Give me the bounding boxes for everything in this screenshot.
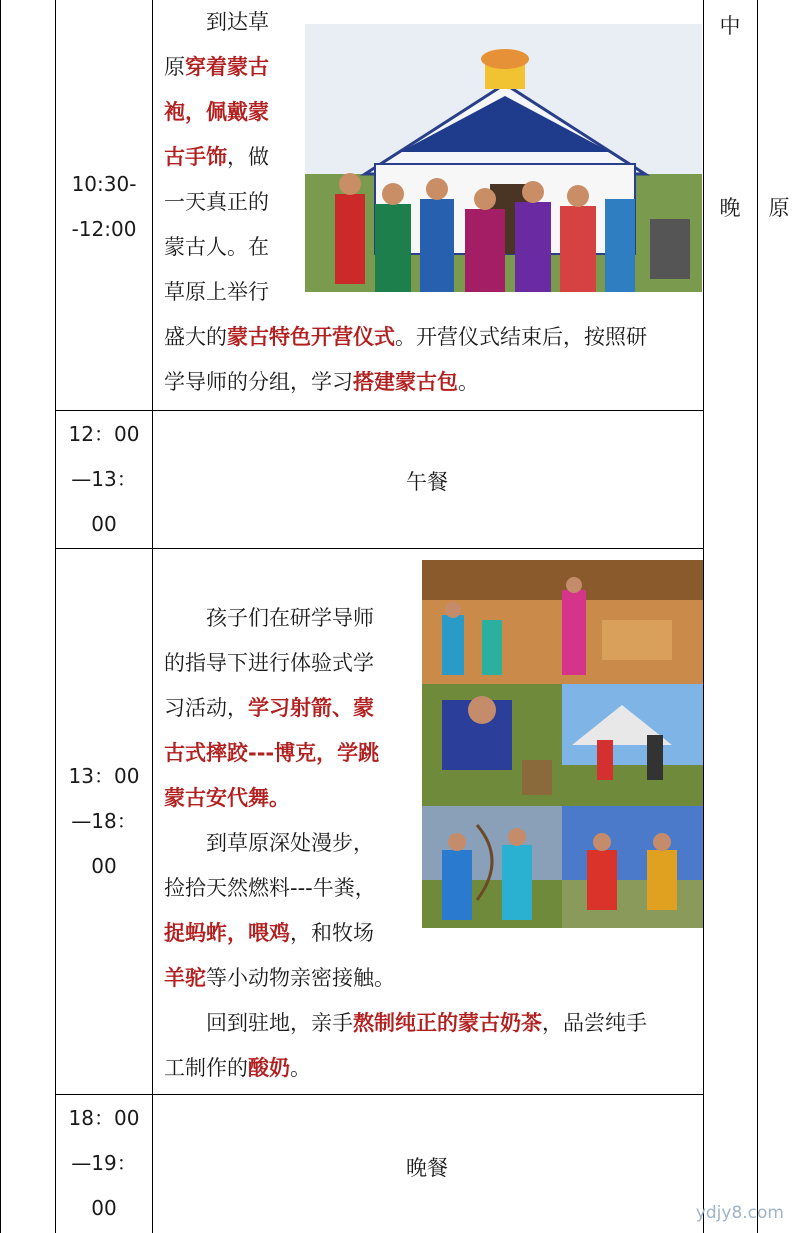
time-line: 13：00 xyxy=(68,764,140,788)
activity-photo-collage xyxy=(422,560,703,928)
text-line: 的指导下进行体验式学 xyxy=(164,651,374,675)
time-line: 18：00 xyxy=(68,1106,140,1130)
text-line: 古式摔跤---博克，学跳 xyxy=(164,741,380,765)
time-line: —13： xyxy=(71,467,137,491)
text-line: 原穿着蒙古 xyxy=(164,55,269,79)
text-line: 习活动，学习射箭、蒙 xyxy=(164,696,374,720)
text-line: 袍，佩戴蒙 xyxy=(164,100,269,124)
row-divider-3 xyxy=(55,1094,703,1095)
text-line: 盛大的蒙古特色开营仪式。开营仪式结束后，按照研 xyxy=(164,325,647,349)
time-line: —18： xyxy=(71,809,137,833)
time-cell-1030 xyxy=(56,162,152,252)
text-line: 草原上举行 xyxy=(164,280,269,304)
col-divider-2 xyxy=(152,0,153,1233)
time-cell-1800 xyxy=(56,1096,152,1231)
side-col1-top: 中 xyxy=(719,14,741,38)
time-line: 00 xyxy=(91,512,117,536)
text-line: 捉蚂蚱，喂鸡，和牧场 xyxy=(164,921,374,945)
row-divider-1 xyxy=(55,410,703,411)
time-cell-1300 xyxy=(56,754,152,889)
text-line: 到草原深处漫步， xyxy=(206,831,374,855)
text-line: 学导师的分组，学习搭建蒙古包。 xyxy=(164,370,479,394)
yurt-ceremony-photo xyxy=(305,24,702,292)
time-line: 00 xyxy=(91,854,117,878)
text-line: 蒙古人。在 xyxy=(164,235,269,259)
watermark: ydjy8.com xyxy=(695,1203,784,1223)
lunch-label: 午餐 xyxy=(406,470,448,494)
text-line: 工制作的酸奶。 xyxy=(164,1056,311,1080)
col-divider-4 xyxy=(757,0,758,1233)
side-col1-mid: 晚 xyxy=(719,196,741,220)
text-line: 一天真正的 xyxy=(164,190,269,214)
time-cell-1200 xyxy=(56,412,152,547)
time-line: 10:30- xyxy=(71,172,137,196)
time-line: -12:00 xyxy=(71,217,137,241)
table-left-border xyxy=(0,0,1,1233)
col-divider-3 xyxy=(703,0,704,1233)
text-line: 回到驻地，亲手熬制纯正的蒙古奶茶，品尝纯手 xyxy=(206,1011,647,1035)
text-line: 到达草 xyxy=(206,10,269,34)
text-line: 孩子们在研学导师 xyxy=(206,606,374,630)
time-line: —19： xyxy=(71,1151,137,1175)
dinner-label: 晚餐 xyxy=(406,1156,448,1180)
text-line: 古手饰，做 xyxy=(164,145,269,169)
side-col2-mid: 原 xyxy=(768,196,790,220)
text-line: 羊驼等小动物亲密接触。 xyxy=(164,966,395,990)
text-line: 捡拾天然燃料---牛粪， xyxy=(164,876,376,900)
row-divider-2 xyxy=(55,548,703,549)
time-line: 00 xyxy=(91,1196,117,1220)
time-line: 12：00 xyxy=(68,422,140,446)
text-line: 蒙古安代舞。 xyxy=(164,786,290,810)
